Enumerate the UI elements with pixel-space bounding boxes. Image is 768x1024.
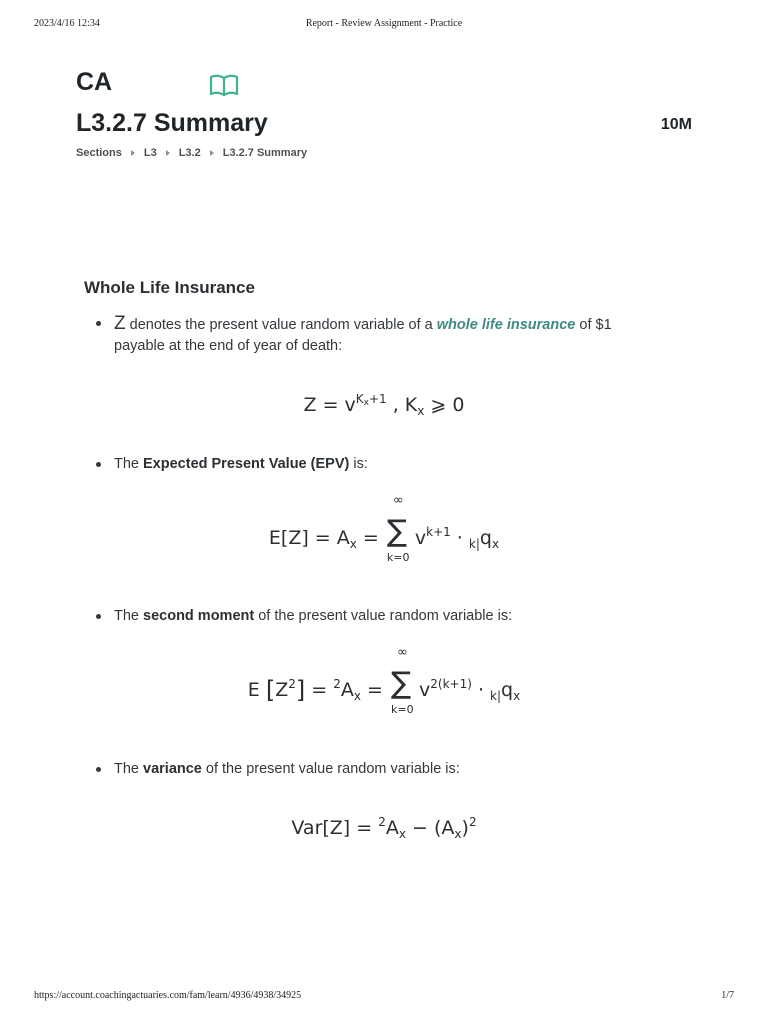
formula-text: x [417,404,425,418]
formula-text: A [340,679,354,701]
breadcrumb-l3[interactable]: L3 [143,147,157,159]
bullet-text: of the present value random variable is: [254,608,513,624]
print-url: https://account.coachingactuaries.com/fam/learn/4936/4938/34925 [34,990,302,1001]
bullet-bold-term: variance [143,761,202,777]
bullet-text: denotes the present value random variable of a [125,317,437,333]
formula-variance [0,815,768,841]
formula-text: v [414,527,427,549]
formula-second-moment: E $[Z^2] = ^2A_x$ = ∞ ∑ k=0 $v^{2(k+1)} \cdot _{k|}q_x$ [247,645,521,716]
formula-text: k| [490,689,502,703]
bullet-text: of the present value random variable is: [201,761,460,777]
whole-life-insurance-link[interactable]: whole life insurance [436,317,576,333]
duration-badge: 10M [660,116,692,133]
formula-text: x [491,537,500,551]
bullet-dot [96,614,101,619]
formula-text: k| [468,537,480,551]
lesson-header [76,68,696,159]
formula-text: x [363,398,369,408]
breadcrumb-sections[interactable]: Sections [76,147,122,159]
bullet-bold-term: Expected Present Value (EPV) [143,456,350,472]
formula-text: 2(k+1) [430,677,472,691]
formula-text: q [479,527,492,549]
list-item [96,759,656,780]
section-heading: Whole Life Insurance [84,278,255,297]
formula-text: k+1 [426,525,451,539]
page-title: L3.2.7 Summary [76,109,268,137]
formula-text: = [361,679,390,701]
formula-text: 2 [468,815,477,829]
formula-text: − (A [405,817,455,839]
breadcrumb-caret-icon [131,150,135,156]
bullet-text: is: [349,456,368,472]
print-header [34,18,734,32]
formula-text: x [349,537,357,551]
sum-lower-limit: k=0 [391,703,414,716]
bullet-text: of $1 payable at the end of year of death: [114,317,612,354]
formula-epv [0,493,768,564]
bullet-text: The [114,608,144,624]
formula-z-definition [0,392,768,418]
breadcrumb [76,147,696,159]
variable-z: Z [114,313,126,334]
bullet-dot [96,462,101,467]
formula-text: E [247,679,266,701]
bullet-text: The [114,456,144,472]
formula-text: = [356,527,385,549]
formula-text: Z = v [303,394,356,416]
sum-upper-limit: ∞ [397,645,408,660]
formula-text: E[Z] = A [268,527,350,549]
breadcrumb-l3-2[interactable]: L3.2 [178,147,201,159]
breadcrumb-caret-icon [210,150,214,156]
summation-symbol: ∞ ∑ k=0 [386,493,410,564]
formula-text: 2 [333,677,341,691]
print-footer [34,990,734,1004]
bullet-dot [96,321,101,326]
formula-text: 2 [288,677,296,691]
bullet-dot [96,767,101,772]
formula-text: = [305,679,334,701]
sum-lower-limit: k=0 [386,551,410,564]
formula-text: Z [275,679,289,701]
bullet-bold-term: second moment [143,608,255,624]
breadcrumb-current[interactable]: L3.2.7 Summary [222,147,308,159]
print-datetime: 2023/4/16 12:34 [34,18,100,29]
formula-text: Var[Z] = [291,817,379,839]
course-name: CA [76,68,113,96]
formula-text: +1 [368,392,387,406]
formula-text: 2 [378,815,386,829]
summation-symbol: ∞ ∑ k=0 [391,645,414,716]
formula-text: x [454,827,462,841]
print-page-number: 1/7 [721,990,734,1001]
sum-upper-limit: ∞ [392,493,404,508]
formula-text: , K [386,394,418,416]
list-item [96,454,656,475]
formula-text: v [419,679,431,701]
formula-text: ⩾ 0 [424,394,465,416]
list-item [96,313,656,357]
formula-text: x [398,827,406,841]
list-item [96,606,656,627]
formula-text: x [353,689,362,703]
formula-text: A [385,817,399,839]
bullet-text: The [114,761,144,777]
formula-text: ) [461,817,469,839]
print-title: Report - Review Assignment - Practice [305,18,463,29]
breadcrumb-caret-icon [166,150,170,156]
open-book-icon[interactable] [209,74,239,98]
formula-text: q [501,679,514,701]
formula-text: K [355,392,364,406]
formula-text: · [471,679,491,701]
formula-text: · [450,527,469,549]
formula-text: x [513,689,521,703]
